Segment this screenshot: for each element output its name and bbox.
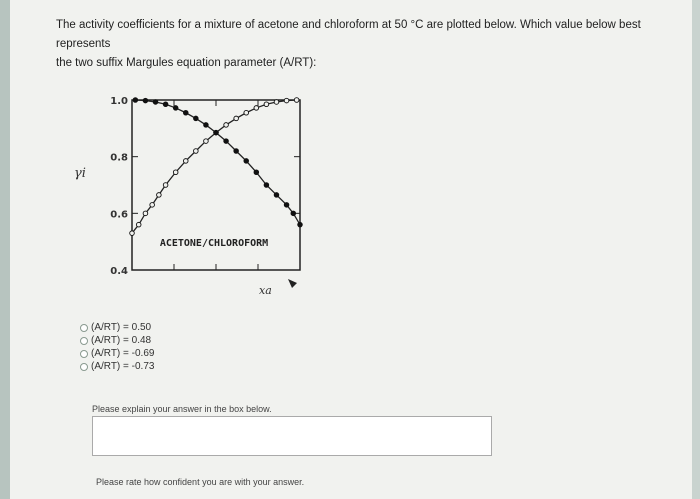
question-line-2: the two suffix Margules equation parameter (A/RT): <box>56 57 317 69</box>
data-point <box>183 110 188 115</box>
question-page <box>10 0 692 499</box>
option-label: (A/RT) = -0.69 <box>91 348 155 359</box>
data-point <box>163 102 168 107</box>
data-point <box>274 100 279 105</box>
explanation-textarea[interactable] <box>92 416 492 456</box>
option-d[interactable] <box>80 360 154 373</box>
data-point <box>183 159 188 164</box>
data-point <box>136 222 141 227</box>
data-point <box>224 139 229 144</box>
radio-icon[interactable] <box>80 350 88 358</box>
data-point <box>204 123 209 128</box>
data-point <box>143 211 148 216</box>
data-point <box>234 116 239 121</box>
data-point <box>194 116 199 121</box>
data-point <box>173 170 178 175</box>
data-point <box>234 149 239 154</box>
series-line-1 <box>132 100 297 233</box>
option-label: (A/RT) = 0.50 <box>91 322 152 333</box>
data-point <box>150 203 155 208</box>
data-point <box>264 183 269 188</box>
chart-svg <box>54 82 344 312</box>
data-point <box>157 193 162 198</box>
chart-annotation: ACETONE/CHLOROFORM <box>159 238 269 249</box>
radio-icon[interactable] <box>80 363 88 371</box>
answer-options <box>80 321 154 373</box>
left-strip <box>0 0 10 499</box>
data-point <box>284 98 289 103</box>
data-point <box>214 130 219 135</box>
data-point <box>133 98 138 103</box>
data-point <box>153 100 158 105</box>
data-point <box>163 183 168 188</box>
data-point <box>291 211 296 216</box>
data-point <box>204 139 209 144</box>
confidence-label: Please rate how confident you are with your answer. <box>96 477 305 487</box>
option-label: (A/RT) = -0.73 <box>91 361 155 372</box>
chart-ylabel: γi <box>74 166 86 181</box>
option-label: (A/RT) = 0.48 <box>91 335 152 346</box>
option-b[interactable] <box>80 334 154 347</box>
option-c[interactable] <box>80 347 154 360</box>
data-point <box>274 193 279 198</box>
question-line-1: The activity coefficients for a mixture of acetone and chloroform at 50 °C are plotted below. Which value below best represents <box>56 19 641 50</box>
cursor-arrow-icon <box>288 279 297 288</box>
data-point <box>284 203 289 208</box>
activity-coefficient-chart <box>54 82 344 312</box>
data-point <box>264 102 269 107</box>
data-point <box>298 222 303 227</box>
explain-label: Please explain your answer in the box below. <box>92 404 272 414</box>
data-point <box>244 110 249 115</box>
data-point <box>143 98 148 103</box>
data-point <box>224 123 229 128</box>
y-tick-label: 0.4 <box>110 266 128 277</box>
data-point <box>254 106 259 111</box>
radio-icon[interactable] <box>80 337 88 345</box>
data-point <box>173 106 178 111</box>
y-tick-label: 0.6 <box>110 209 128 221</box>
data-point <box>130 231 135 236</box>
radio-icon[interactable] <box>80 324 88 332</box>
y-tick-label: 0.8 <box>110 152 128 164</box>
data-point <box>244 159 249 164</box>
y-tick-label: 1.0 <box>110 96 128 107</box>
data-point <box>254 170 259 175</box>
chart-xlabel: xa <box>259 284 272 297</box>
data-point <box>294 98 299 103</box>
option-a[interactable] <box>80 321 154 334</box>
series-line-2 <box>135 100 300 225</box>
data-point <box>194 149 199 154</box>
question-text <box>56 16 696 73</box>
